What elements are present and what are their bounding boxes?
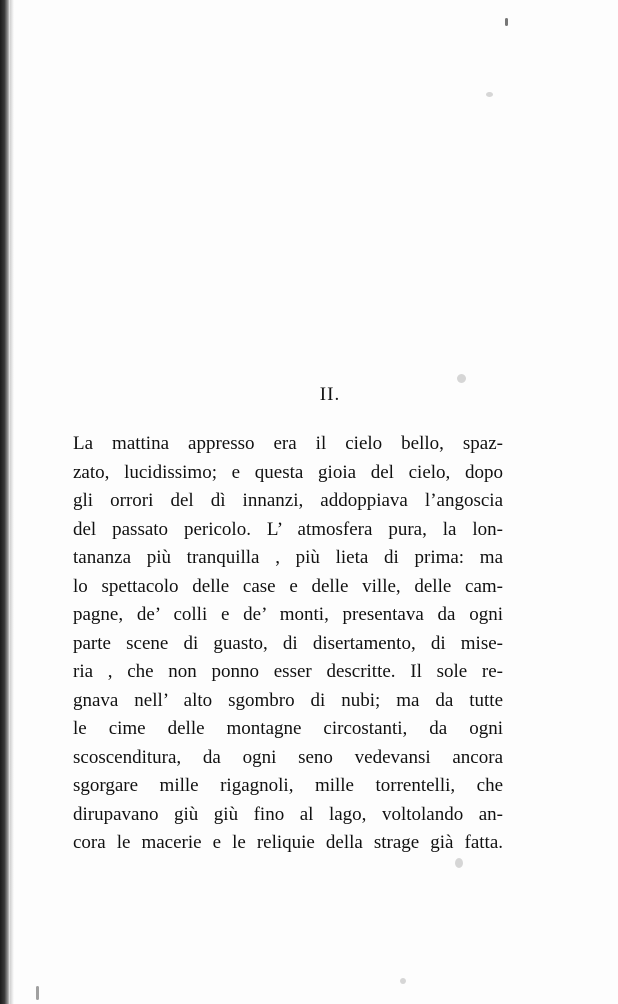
- paper-speck: [36, 986, 39, 1000]
- text-line: le cime delle montagne circostanti, da ogni: [73, 718, 503, 739]
- chapter-heading: II.: [319, 384, 341, 405]
- text-line: pagne, de’ colli e de’ monti, presentava da ogni: [73, 604, 503, 625]
- text-line: zato, lucidissimo; e questa gioia del cielo, dopo: [73, 461, 503, 483]
- text-line: dirupavano giù giù fino al lago, voltolando an-: [73, 803, 503, 825]
- text-line: sgorgare mille rigagnoli, mille torrentelli, che: [73, 775, 503, 796]
- paper-speck: [486, 92, 493, 97]
- text-line: tananza più tranquilla , più lieta di prima: ma: [73, 547, 503, 568]
- paper-speck: [400, 978, 406, 984]
- paper-speck: [505, 18, 508, 26]
- text-line: ria , che non ponno esser descritte. Il sole re-: [73, 661, 503, 682]
- binding-edge: [0, 0, 10, 1004]
- text-line: scoscenditura, da ogni seno vedevansi ancora: [73, 746, 503, 768]
- text-line: parte scene di guasto, di disertamento, di mise-: [73, 632, 503, 654]
- text-line: lo spettacolo delle case e delle ville, delle cam-: [73, 575, 503, 597]
- text-line: cora le macerie e le reliquie della strage già fatta.: [73, 832, 503, 853]
- binding-shadow: [10, 0, 14, 1004]
- paper-speck: [455, 858, 463, 868]
- text-line: del passato pericolo. L’ atmosfera pura, la lon-: [73, 518, 503, 540]
- body-text: [73, 430, 503, 858]
- text-line: gli orrori del dì innanzi, addoppiava l’angoscia: [73, 490, 503, 511]
- text-line: gnava nell’ alto sgombro di nubi; ma da tutte: [73, 689, 503, 711]
- text-line: La mattina appresso era il cielo bello, spaz-: [73, 433, 503, 454]
- paper-speck: [457, 374, 466, 383]
